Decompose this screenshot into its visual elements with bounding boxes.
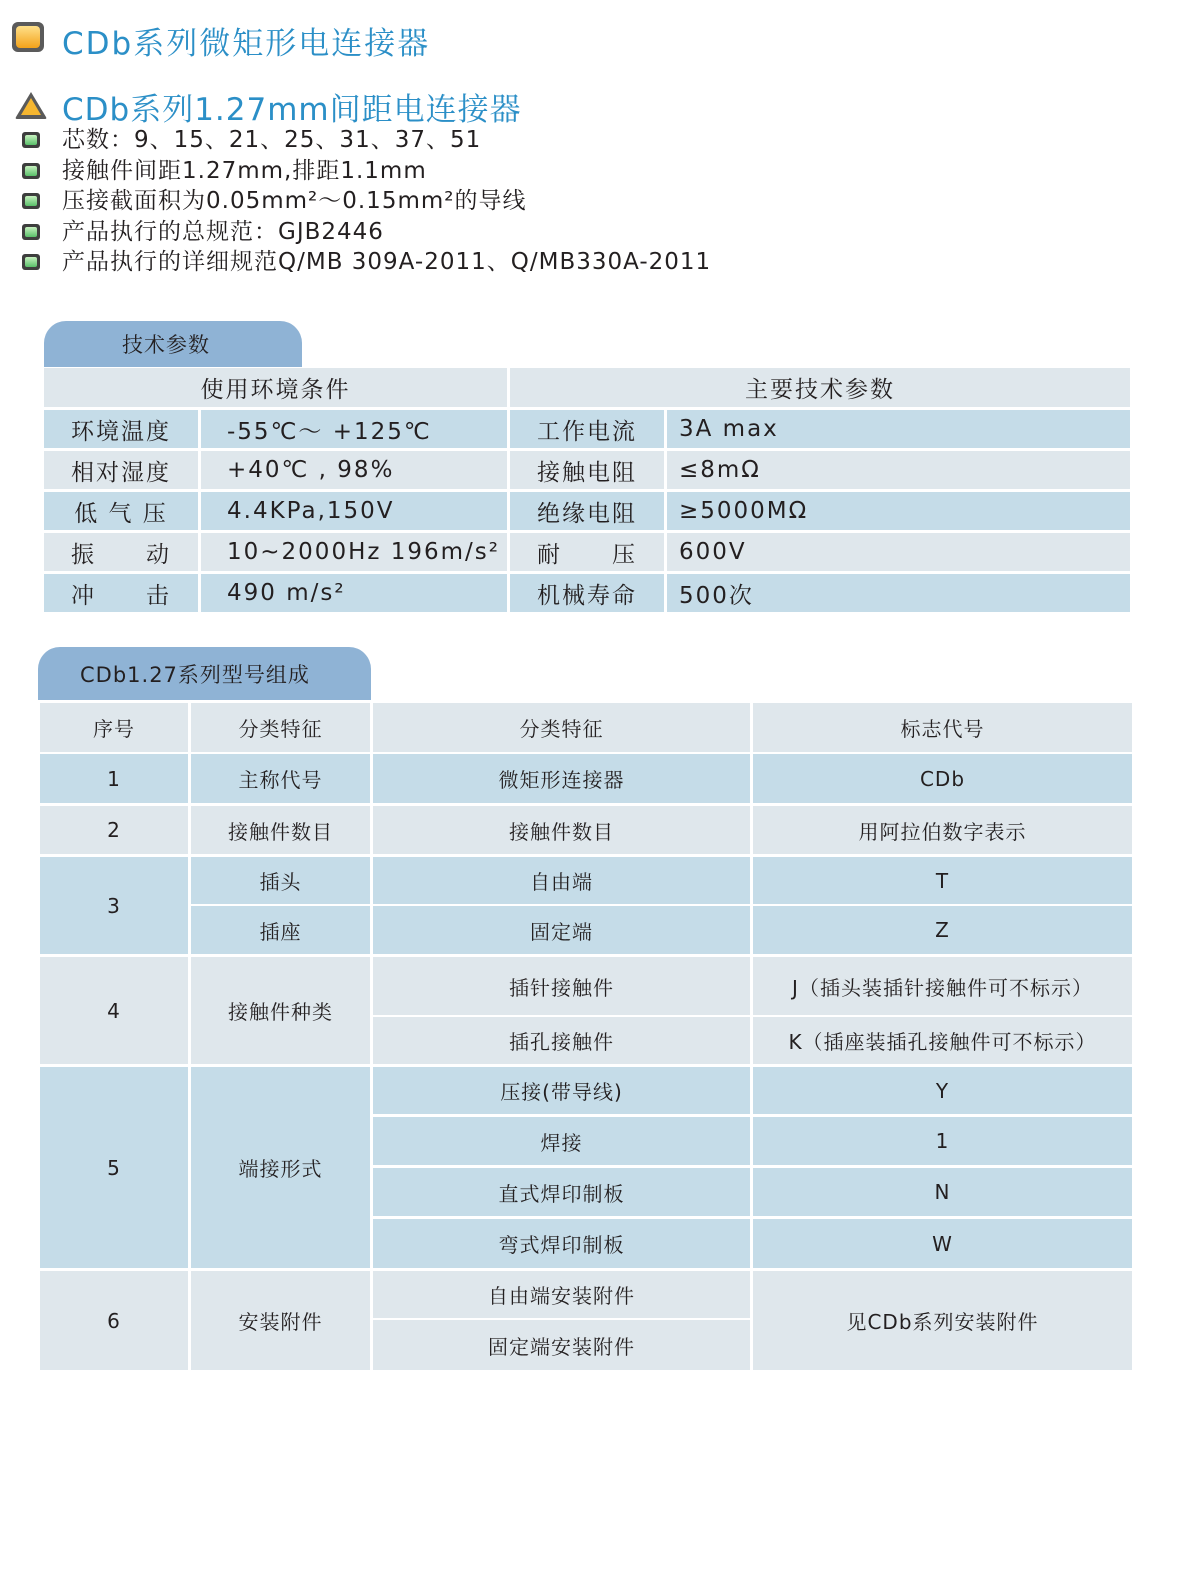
env-value: -55℃～ +125℃ [201,410,507,448]
row-feature: 弯式焊印制板 [373,1219,750,1268]
header-feature: 分类特征 [373,703,750,752]
env-value: 10~2000Hz 196m/s² [201,533,507,571]
row-category: 插头 [191,857,370,904]
param-value: 3A max [667,410,1130,448]
env-value: 490 m/s² [201,574,507,612]
bullet-icon [22,193,40,209]
tech-params-tab: 技术参数 [44,321,302,367]
row-no: 3 [40,857,188,954]
row-feature: 焊接 [373,1117,750,1165]
param-label: 耐 压 [510,533,664,571]
env-label: 相对湿度 [44,451,198,489]
model-composition-tab: CDb1.27系列型号组成 [38,647,371,700]
row-code: 见CDb系列安装附件 [753,1271,1132,1370]
list-item: 产品执行的详细规范Q/MB 309A-2011、Q/MB330A-2011 [22,247,711,278]
row-feature: 插孔接触件 [373,1017,750,1064]
list-item: 芯数：9、15、21、25、31、37、51 [22,125,711,156]
page-title: CDb系列微矩形电连接器 [62,26,431,62]
row-code: T [753,857,1132,904]
row-feature: 自由端安装附件 [373,1271,750,1318]
row-feature: 接触件数目 [373,806,750,854]
header-category: 分类特征 [191,703,370,752]
bullet-icon [22,254,40,270]
header-code: 标志代号 [753,703,1132,752]
main-header: 主要技术参数 [510,368,1130,407]
row-no: 2 [40,806,188,854]
row-feature: 微矩形连接器 [373,754,750,803]
env-value: 4.4KPa,150V [201,492,507,530]
bullet-icon [22,224,40,240]
feature-list [22,125,711,278]
row-code: 用阿拉伯数字表示 [753,806,1132,854]
env-label: 冲 击 [44,574,198,612]
subtitle-triangle-icon [14,90,48,120]
row-no: 4 [40,957,188,1064]
row-category: 端接形式 [191,1067,370,1268]
row-code: K（插座装插孔接触件可不标示） [753,1017,1132,1064]
row-category: 接触件数目 [191,806,370,854]
row-code: Z [753,906,1132,954]
row-code: W [753,1219,1132,1268]
row-no: 5 [40,1067,188,1268]
param-value: ≤8mΩ [667,451,1130,489]
row-feature: 压接(带导线) [373,1067,750,1114]
env-header: 使用环境条件 [44,368,507,407]
row-feature: 固定端 [373,906,750,954]
param-label: 工作电流 [510,410,664,448]
row-category: 插座 [191,906,370,954]
title-square-icon [12,22,44,52]
env-value: +40℃ , 98% [201,451,507,489]
row-category: 主称代号 [191,754,370,803]
row-no: 6 [40,1271,188,1370]
row-no: 1 [40,754,188,803]
param-label: 绝缘电阻 [510,492,664,530]
row-feature: 插针接触件 [373,957,750,1015]
list-item: 产品执行的总规范：GJB2446 [22,217,711,248]
row-feature: 自由端 [373,857,750,904]
row-category: 接触件种类 [191,957,370,1064]
param-label: 接触电阻 [510,451,664,489]
row-code: CDb [753,754,1132,803]
param-value: 600V [667,533,1130,571]
row-code: 1 [753,1117,1132,1165]
row-feature: 直式焊印制板 [373,1168,750,1216]
env-label: 振 动 [44,533,198,571]
row-feature: 固定端安装附件 [373,1320,750,1370]
row-code: Y [753,1067,1132,1114]
header-no: 序号 [40,703,188,752]
list-item: 接触件间距1.27mm,排距1.1mm [22,156,711,187]
row-code: N [753,1168,1132,1216]
bullet-icon [22,132,40,148]
param-label: 机械寿命 [510,574,664,612]
row-code: J（插头装插针接触件可不标示） [753,957,1132,1015]
param-value: 500次 [667,574,1130,612]
page-subtitle: CDb系列1.27mm间距电连接器 [62,92,522,128]
env-label: 环境温度 [44,410,198,448]
param-value: ≥5000MΩ [667,492,1130,530]
env-label: 低 气 压 [44,492,198,530]
row-category: 安装附件 [191,1271,370,1370]
list-item: 压接截面积为0.05mm²～0.15mm²的导线 [22,186,711,217]
bullet-icon [22,163,40,179]
